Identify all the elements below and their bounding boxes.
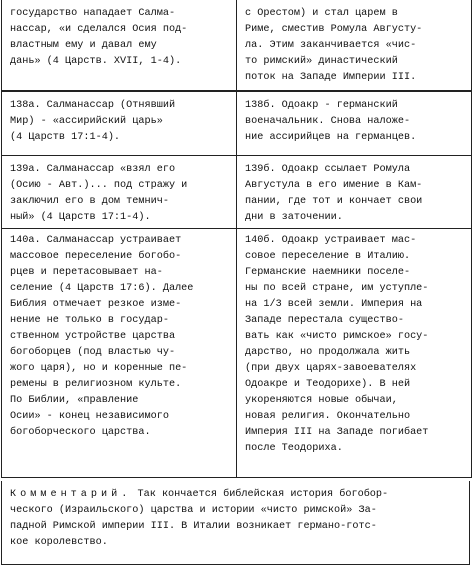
left-column-cell: 139а. Салманассар «взял его (Осию - Авт.)... под стражу и заключил его в дом темнич- ный» (4 Царств 17:1-4). xyxy=(2,156,237,228)
right-column-cell: 140б. Одоакр устраивает мас- совое переселение в Италию. Германские наемники поселе- ны по всей стране, им уступле- на 1/3 всей земли. Империя на Западе перестала существо- вать как «чисто римское» госу- дарство, но продолжала жить (при двух царях-завоевателях Одоакре и Теодорихе). В ней укореняются новые обычаи, новая религия. Окончательно Империя III на Западе погибает после Теодориха. xyxy=(245,235,429,454)
right-column-cell: 139б. Одоакр ссылает Ромула Августула в его имение в Кам- пании, где тот и кончает свои дни в заточении. xyxy=(245,164,423,223)
right-column-cell: с Орестом) и стал царем в Риме, сместив Ромула Августу- ла. Этим заканчивается «чис- то римский» династический поток на Западе Империи III. xyxy=(245,8,423,83)
left-column-cell: государство нападает Салма- нассар, «и сделался Осия под- властным ему и давал ему дань» (4 Царств. XVII, 1-4). xyxy=(2,0,237,90)
left-column-cell: 138а. Салманассар (Отнявший Мир) - «ассирийский царь» (4 Царств 17:1-4). xyxy=(2,92,237,155)
commentary-text: Так кончается библейская история богобор- ческого (Израильского) царства и истории «чисто римской» За- падной Римской империи III. В Италии возникает германо-готс- кое королевство. xyxy=(10,489,389,548)
table-row xyxy=(2,229,471,478)
table-row xyxy=(2,0,471,92)
table-row xyxy=(2,92,471,156)
comparison-table xyxy=(1,0,472,478)
commentary-label: Комментарий. xyxy=(10,489,132,500)
right-column-cell: 138б. Одоакр - германский военачальник. Снова наложе- ние ассирийцев на германцев. xyxy=(245,100,417,143)
left-column-cell: 140а. Салманассар устраивает массовое переселение богобо- рцев и перетасовывает на- селение (4 Царств 17:6). Далее Библия отмечает резкое изме- нение не только в государ- ственном устройстве царства богоборцев (под властью чу- жого царя), но и коренные пе- ремены в религиозном культе. По Библии, «правление Осии» - конец независимого богоборческого царства. xyxy=(2,229,237,477)
commentary-block xyxy=(1,481,470,565)
table-row xyxy=(2,156,471,229)
